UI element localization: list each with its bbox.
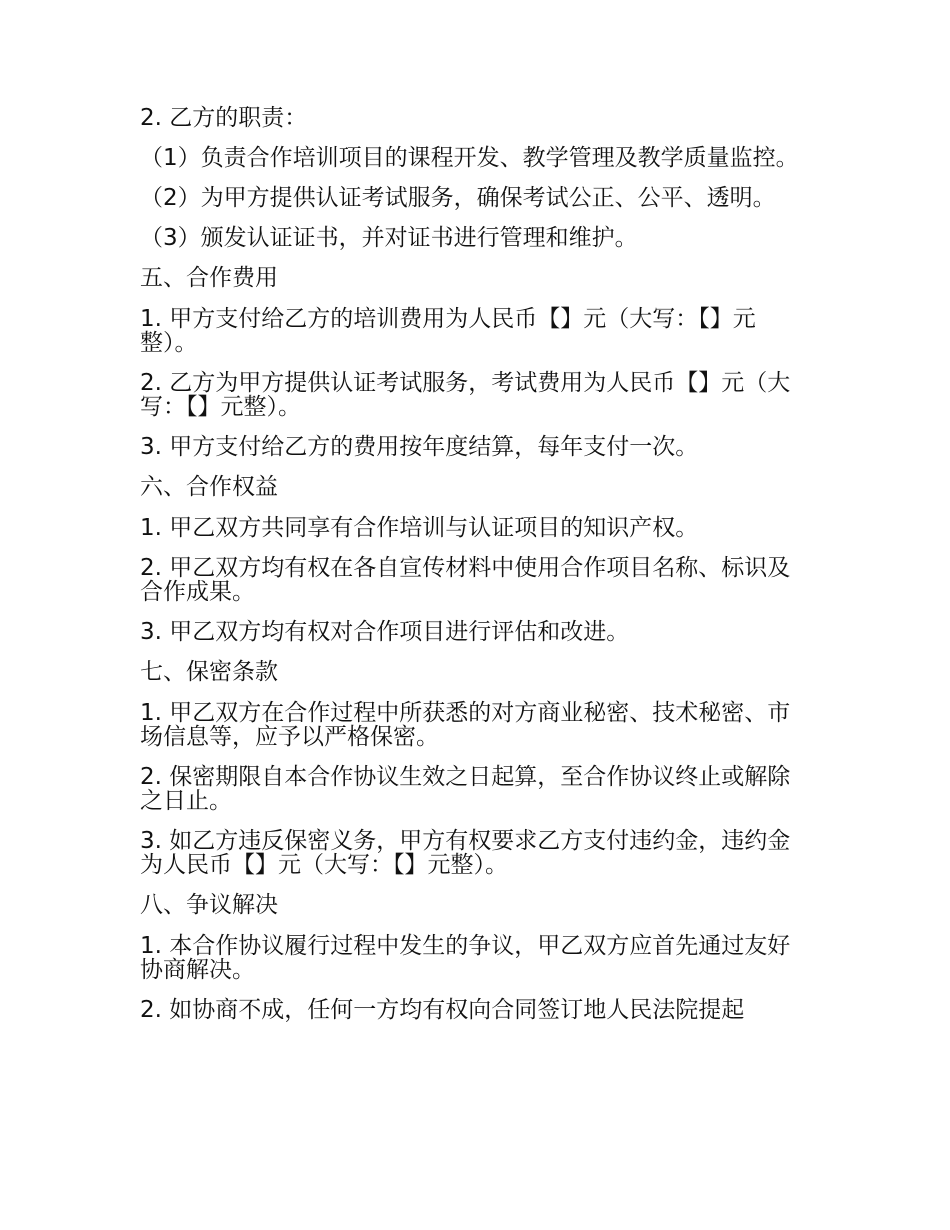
clause-yi-duty-2: （2）为甲方提供认证考试服务，确保考试公正、公平、透明。 <box>140 185 776 211</box>
clause-yi-duty-1: （1）负责合作培训项目的课程开发、教学管理及教学质量监控。 <box>140 145 799 171</box>
clause-disputes-1: 1. 本合作协议履行过程中发生的争议，甲乙双方应首先通过友好协商解决。 <box>140 933 791 983</box>
clause-yi-duties-title: 2. 乙方的职责： <box>140 105 308 131</box>
clause-fee-3: 3. 甲方支付给乙方的费用按年度结算，每年支付一次。 <box>140 434 699 460</box>
section-heading-disputes: 八、争议解决 <box>140 892 278 918</box>
clause-fee-1: 1. 甲方支付给乙方的培训费用为人民币【】元（大写：【】元整）。 <box>140 306 756 356</box>
clause-rights-1: 1. 甲乙双方共同享有合作培训与认证项目的知识产权。 <box>140 515 699 541</box>
document-body <box>140 106 808 1038</box>
clause-fee-2: 2. 乙方为甲方提供认证考试服务，考试费用为人民币【】元（大写：【】元整）。 <box>140 370 791 420</box>
clause-disputes-2: 2. 如协商不成，任何一方均有权向合同签订地人民法院提起 <box>140 997 745 1023</box>
clause-confidentiality-2: 2. 保密期限自本合作协议生效之日起算，至合作协议终止或解除之日止。 <box>140 764 791 814</box>
section-heading-confidentiality: 七、保密条款 <box>140 659 278 685</box>
section-heading-rights: 六、合作权益 <box>140 474 278 500</box>
clause-rights-3: 3. 甲乙双方均有权对合作项目进行评估和改进。 <box>140 619 630 645</box>
clause-confidentiality-3: 3. 如乙方违反保密义务，甲方有权要求乙方支付违约金，违约金为人民币【】元（大写：【】元整）。 <box>140 828 791 878</box>
section-heading-fees: 五、合作费用 <box>140 265 278 291</box>
clause-confidentiality-1: 1. 甲乙双方在合作过程中所获悉的对方商业秘密、技术秘密、市场信息等，应予以严格保密。 <box>140 700 791 750</box>
clause-rights-2: 2. 甲乙双方均有权在各自宣传材料中使用合作项目名称、标识及合作成果。 <box>140 555 791 605</box>
clause-yi-duty-3: （3）颁发认证证书，并对证书进行管理和维护。 <box>140 225 638 251</box>
